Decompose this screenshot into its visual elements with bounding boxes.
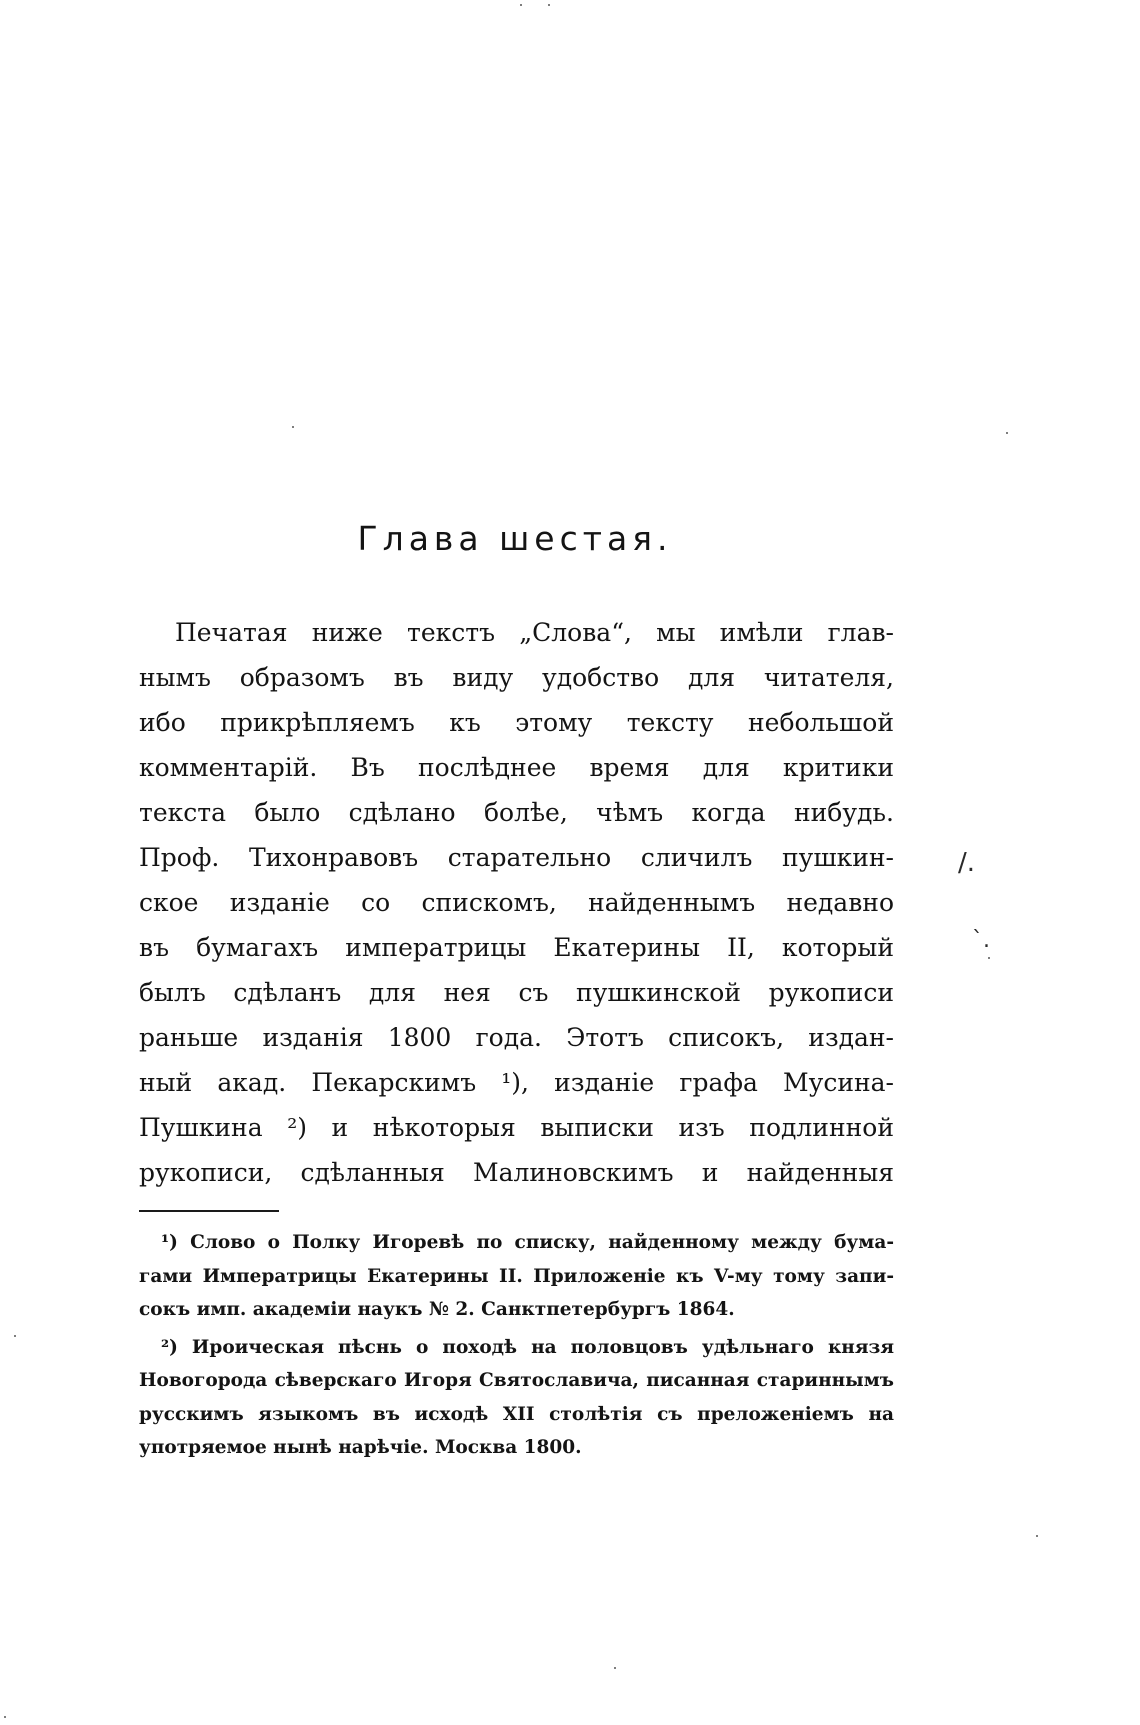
chapter-title: Глава шестая. — [357, 519, 673, 558]
footnote-line: русскимъ языкомъ въ исходѣ XII столѣтія съ преложеніемъ на — [139, 1403, 894, 1425]
text-line: ный акад. Пекарскимъ ¹), изданіе графа Мусина- — [139, 1068, 894, 1097]
scan-speck — [548, 4, 550, 6]
text-line: ское изданіе со спискомъ, найденнымъ недавно — [139, 888, 894, 917]
scan-speck — [520, 4, 522, 6]
text-line: нымъ образомъ въ виду удобство для читателя, — [139, 663, 894, 692]
footnote-line: ¹) Слово о Полку Игоревѣ по списку, найденному между бума- — [161, 1232, 894, 1253]
footnote-line: гами Императрицы Екатерины II. Приложеніе къ V-му тому запи- — [139, 1265, 894, 1287]
scan-speck — [1036, 1535, 1038, 1537]
scan-speck — [4, 1716, 6, 1718]
footnote-line: ²) Ироическая пѣснь о походѣ на половцовъ удѣльнаго князя — [161, 1336, 894, 1358]
text-line: комментарій. Въ послѣднее время для критики — [139, 753, 894, 782]
text-line: ибо прикрѣпляемъ къ этому тексту небольшой — [139, 708, 894, 737]
footnote-separator — [139, 1210, 279, 1212]
main-text — [139, 610, 894, 1195]
text-line: раньше изданія 1800 года. Этотъ списокъ, издан- — [139, 1023, 894, 1052]
margin-tick-mark: `. — [972, 928, 990, 953]
scan-speck — [988, 957, 990, 959]
text-line: текста было сдѣлано болѣе, чѣмъ когда нибудь. — [139, 798, 894, 827]
footnote-1 — [139, 1226, 894, 1327]
footnotes — [139, 1226, 894, 1465]
scan-speck — [1006, 432, 1008, 434]
footnote-line: сокъ имп. академіи наукъ № 2. Санктпетербургъ 1864. — [139, 1299, 735, 1320]
text-line: Печатая ниже текстъ „Слова“, мы имѣли глав- — [175, 618, 894, 647]
scan-speck — [292, 426, 294, 428]
margin-slash-mark: /. — [958, 848, 976, 878]
text-line: рукописи, сдѣланныя Малиновскимъ и найденныя — [139, 1158, 894, 1187]
footnote-2 — [139, 1331, 894, 1465]
text-line: былъ сдѣланъ для нея съ пушкинской рукописи — [139, 978, 894, 1007]
scan-speck — [614, 1667, 616, 1669]
footnote-line: употряемое нынѣ нарѣчіе. Москва 1800. — [139, 1437, 582, 1458]
text-line: въ бумагахъ императрицы Екатерины II, который — [139, 933, 894, 962]
scan-speck — [14, 1335, 16, 1337]
text-line: Проф. Тихонравовъ старательно сличилъ пушкин- — [139, 843, 894, 872]
footnote-line: Новогорода сѣверскаго Игоря Святославича, писанная стариннымъ — [139, 1370, 894, 1391]
text-line: Пушкина ²) и нѣкоторыя выписки изъ подлинной — [139, 1113, 894, 1142]
